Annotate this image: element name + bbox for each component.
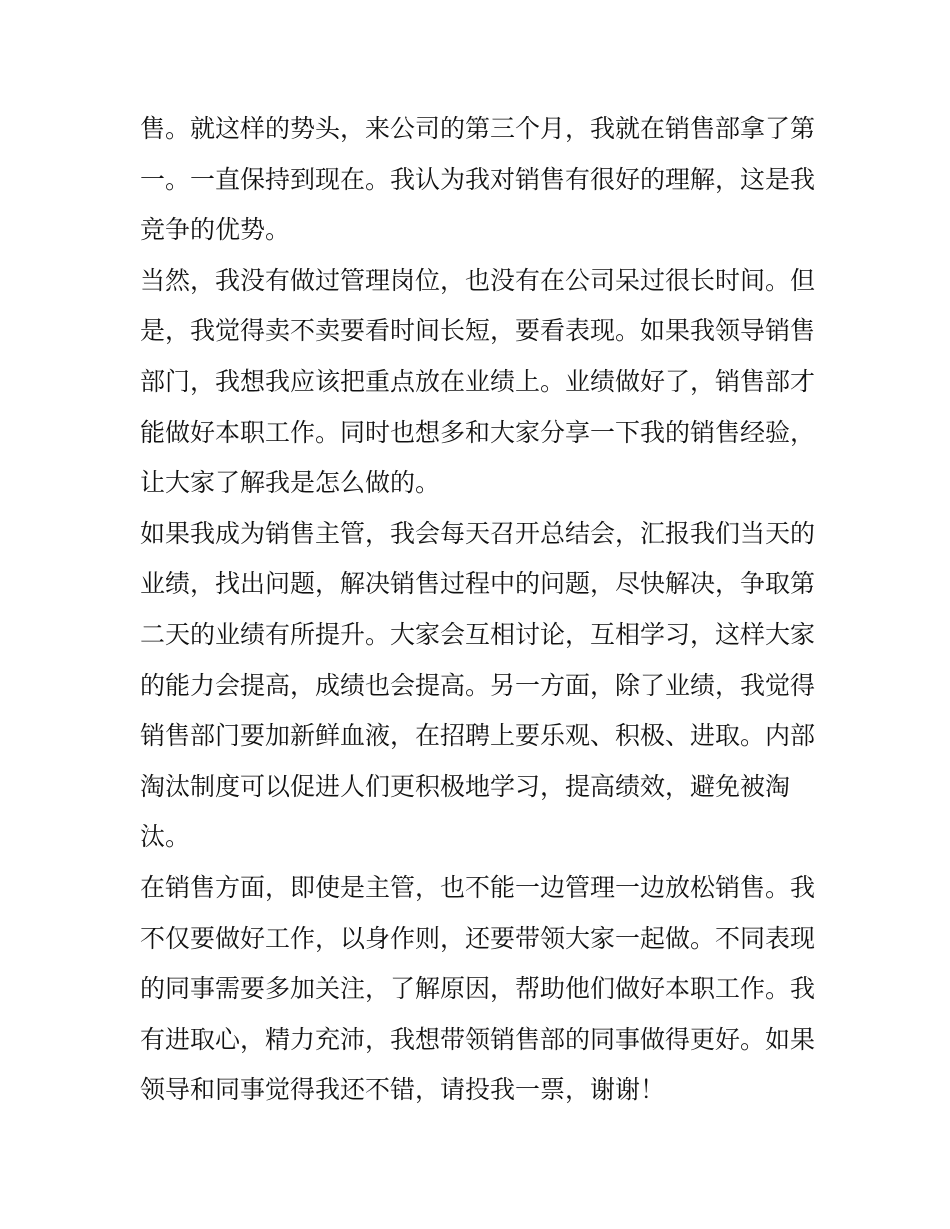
paragraph-1	[140, 104, 820, 256]
text-line: 在销售方面，即使是主管，也不能一边管理一边放松销售。我	[140, 872, 816, 902]
paragraph-2	[140, 256, 820, 509]
document-body	[140, 104, 820, 1116]
paragraph-3	[140, 509, 820, 863]
text-line: 二天的业绩有所提升。大家会互相讨论，互相学习，这样大家	[140, 619, 816, 649]
text-line: 销售部门要加新鲜血液，在招聘上要乐观、积极、进取。内部	[140, 721, 816, 751]
text-line: 如果我成为销售主管，我会每天召开总结会，汇报我们当天的	[140, 518, 816, 548]
text-line: 当然，我没有做过管理岗位，也没有在公司呆过很长时间。但	[140, 265, 816, 295]
text-line: 竞争的优势。	[140, 215, 291, 245]
text-line: 部门，我想我应该把重点放在业绩上。业绩做好了，销售部才	[140, 366, 816, 396]
text-line: 领导和同事觉得我还不错，请投我一票，谢谢！	[140, 1075, 666, 1105]
text-line: 有进取心，精力充沛，我想带领销售部的同事做得更好。如果	[140, 1024, 816, 1054]
text-line: 淘汰制度可以促进人们更积极地学习，提高绩效，避免被淘	[140, 771, 791, 801]
paragraph-4	[140, 863, 820, 1116]
text-line: 能做好本职工作。同时也想多和大家分享一下我的销售经验，	[140, 417, 816, 447]
text-line: 让大家了解我是怎么做的。	[140, 468, 441, 498]
text-line: 的同事需要多加关注，了解原因，帮助他们做好本职工作。我	[140, 974, 816, 1004]
text-line: 一。一直保持到现在。我认为我对销售有很好的理解，这是我	[140, 164, 816, 194]
text-line: 汰。	[140, 822, 191, 852]
text-line: 是，我觉得卖不卖要看时间长短，要看表现。如果我领导销售	[140, 316, 816, 346]
text-line: 不仅要做好工作，以身作则，还要带领大家一起做。不同表现	[140, 923, 816, 953]
text-line: 售。就这样的势头，来公司的第三个月，我就在销售部拿了第	[140, 114, 816, 143]
text-line: 业绩，找出问题，解决销售过程中的问题，尽快解决，争取第	[140, 569, 816, 599]
text-line: 的能力会提高，成绩也会提高。另一方面，除了业绩，我觉得	[140, 670, 816, 700]
